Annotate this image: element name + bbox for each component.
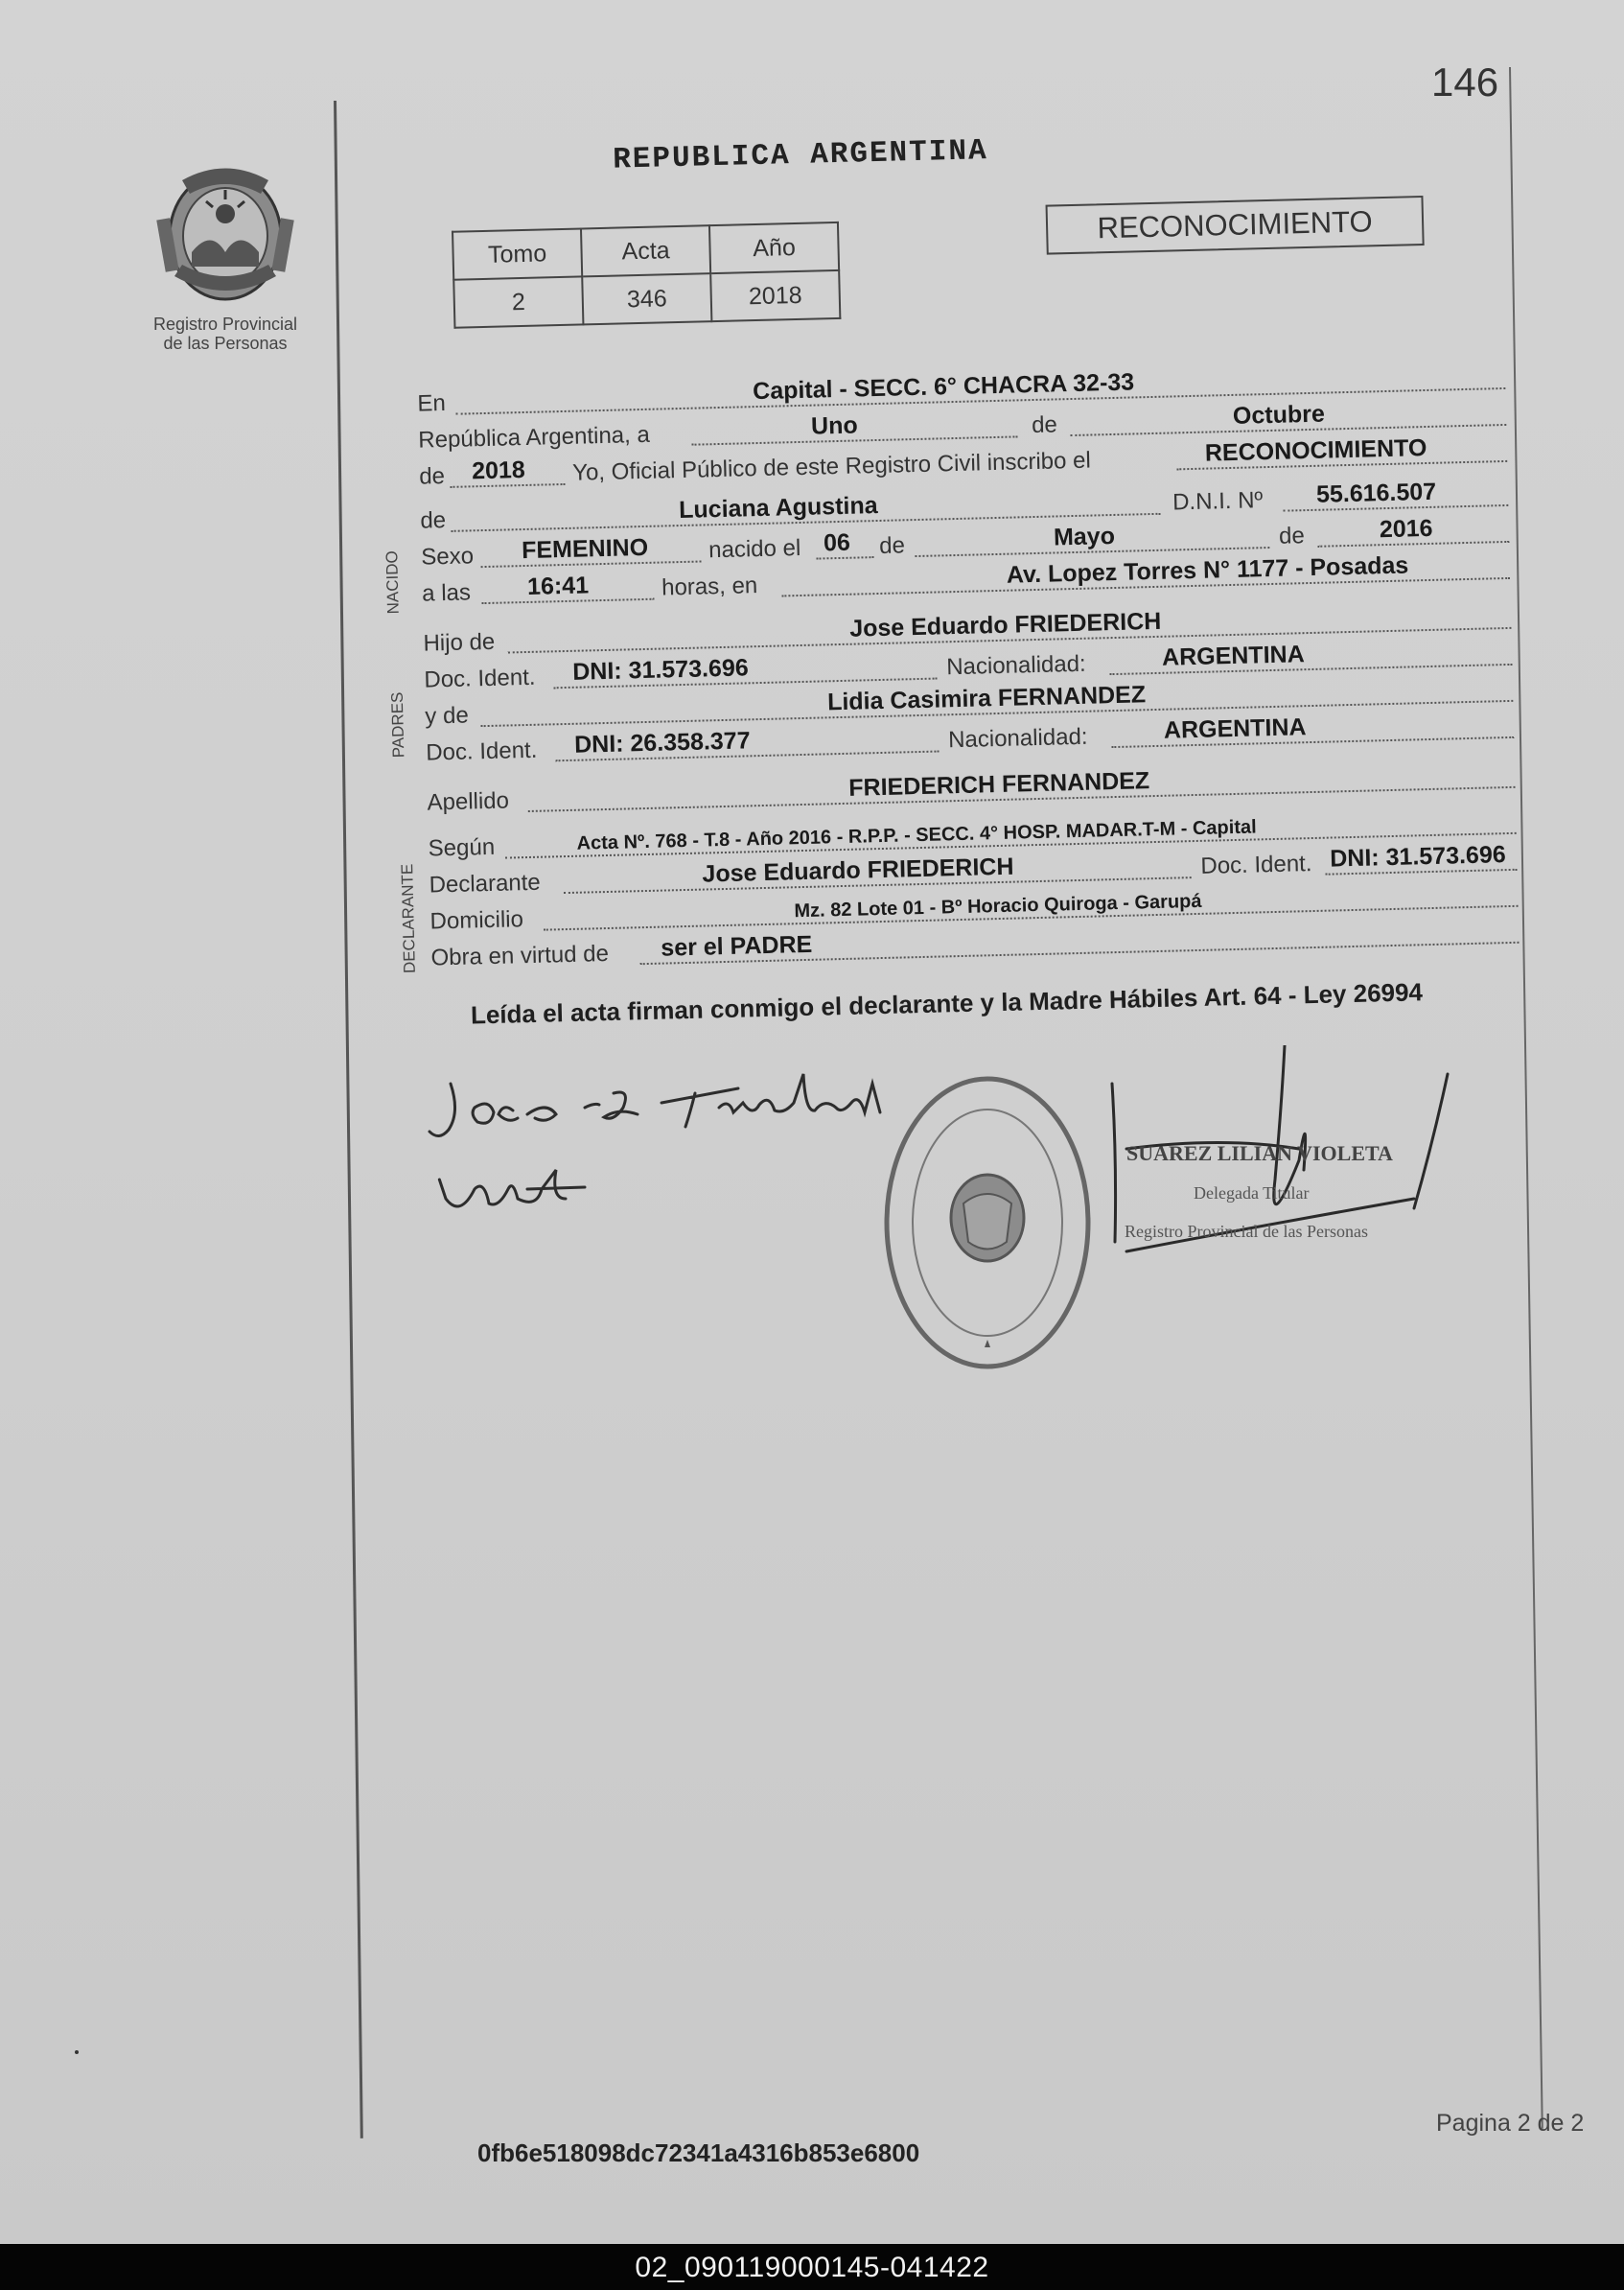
footer-strip bbox=[0, 2244, 1624, 2290]
section-label-padres: PADRES bbox=[387, 691, 408, 759]
label-sexo: Sexo bbox=[420, 543, 475, 571]
label-domicilio: Domicilio bbox=[429, 906, 524, 935]
document-hash: 0fb6e518098dc72341a4316b853e6800 bbox=[477, 2138, 920, 2167]
label-hijo-de: Hijo de bbox=[423, 628, 496, 657]
value-lugar: Capital - SECC. 6° CHACRA 32-33 bbox=[752, 368, 1135, 406]
svg-text:Delegada Titular: Delegada Titular bbox=[1194, 1183, 1310, 1203]
registry-value-row bbox=[453, 270, 840, 328]
label-en: En bbox=[417, 389, 447, 417]
label-segun: Según bbox=[428, 833, 496, 862]
registry-header-acta: Acta bbox=[581, 225, 710, 276]
label-de-nombre: de bbox=[420, 507, 447, 534]
registry-value-acta: 346 bbox=[582, 273, 711, 324]
registry-header-tomo: Tomo bbox=[452, 228, 582, 279]
value-segun: Acta Nº. 768 - T.8 - Año 2016 - R.P.P. - SECC. 4° HOSP. MADAR.T-M - Capital bbox=[576, 816, 1257, 854]
section-label-declarante: DECLARANTE bbox=[398, 863, 419, 974]
official-signature-icon bbox=[1107, 1045, 1462, 1295]
value-nac-dia: 06 bbox=[823, 528, 851, 557]
value-madre-nac: ARGENTINA bbox=[1163, 713, 1307, 744]
value-nac-anio: 2016 bbox=[1379, 514, 1433, 544]
label-doc-ident-1: Doc. Ident. bbox=[424, 664, 536, 693]
label-de-dia: de bbox=[878, 532, 906, 559]
value-madre: Lidia Casimira FERNANDEZ bbox=[826, 681, 1147, 716]
label-y-de: y de bbox=[425, 702, 470, 730]
value-padre-nac: ARGENTINA bbox=[1161, 641, 1306, 671]
logo-caption-line1: Registro Provincial bbox=[152, 315, 298, 334]
label-de-mes: de bbox=[1031, 411, 1058, 439]
document-type-box: RECONOCIMIENTO bbox=[1046, 196, 1425, 255]
label-a-las: a las bbox=[421, 579, 472, 607]
official-stamp-icon bbox=[877, 1060, 1098, 1376]
value-obra: ser el PADRE bbox=[661, 930, 813, 962]
svg-text:Registro Provincial de las Per: Registro Provincial de las Personas bbox=[1125, 1222, 1368, 1241]
value-domicilio: Mz. 82 Lote 01 - Bº Horacio Quiroga - Garupá bbox=[794, 890, 1202, 923]
value-anio: 2018 bbox=[471, 456, 526, 485]
value-madre-doc: DNI: 26.358.377 bbox=[573, 727, 751, 759]
pagination: Pagina 2 de 2 bbox=[1436, 2110, 1585, 2137]
registry-value-anio: 2018 bbox=[710, 270, 840, 321]
value-dni: 55.616.507 bbox=[1315, 478, 1437, 508]
scan-speck bbox=[75, 2050, 79, 2054]
label-obra: Obra en virtud de bbox=[430, 940, 610, 971]
footer-id: 02_090119000145-041422 bbox=[635, 2252, 989, 2283]
value-hora: 16:41 bbox=[526, 572, 590, 600]
value-apellido: FRIEDERICH FERNANDEZ bbox=[847, 767, 1150, 802]
value-lugar-nac: Av. Lopez Torres N° 1177 - Posadas bbox=[1006, 551, 1409, 589]
signature-declarante-icon bbox=[422, 1055, 920, 1227]
value-padre: Jose Eduardo FRIEDERICH bbox=[848, 607, 1162, 643]
label-nacido-el: nacido el bbox=[708, 534, 801, 564]
label-de-year: de bbox=[1278, 523, 1306, 549]
value-acto: RECONOCIMIENTO bbox=[1204, 433, 1427, 467]
page-number: 146 bbox=[1431, 59, 1499, 105]
registry-value-tomo: 2 bbox=[453, 276, 583, 327]
value-declarante: Jose Eduardo FRIEDERICH bbox=[702, 853, 1014, 888]
label-declarante: Declarante bbox=[429, 869, 542, 899]
value-mes: Octubre bbox=[1232, 400, 1326, 430]
label-horas-en: horas, en bbox=[661, 572, 758, 601]
value-nombre: Luciana Agustina bbox=[678, 491, 878, 525]
label-nacionalidad-1: Nacionalidad: bbox=[945, 650, 1087, 681]
logo-caption-line2: de las Personas bbox=[163, 334, 288, 353]
label-republica: República Argentina, a bbox=[418, 421, 651, 454]
value-dia: Uno bbox=[810, 411, 859, 440]
closing-statement: Leída el acta firman conmigo el declarante y la Madre Hábiles Art. 64 - Ley 26994 bbox=[470, 977, 1424, 1030]
label-doc-ident-2: Doc. Ident. bbox=[425, 736, 538, 766]
value-declarante-doc: DNI: 31.573.696 bbox=[1329, 841, 1507, 873]
value-sexo: FEMENINO bbox=[521, 533, 649, 565]
section-label-nacido: NACIDO bbox=[383, 550, 403, 615]
label-dni: D.N.I. Nº bbox=[1172, 487, 1264, 516]
label-de-anio: de bbox=[418, 463, 446, 490]
svg-text:SUAREZ LILIAN VIOLETA: SUAREZ LILIAN VIOLETA bbox=[1126, 1141, 1393, 1165]
label-nacionalidad-2: Nacionalidad: bbox=[947, 723, 1088, 754]
label-apellido: Apellido bbox=[427, 787, 510, 816]
document-title: REPUBLICA ARGENTINA bbox=[612, 134, 989, 177]
label-doc-ident-3: Doc. Ident. bbox=[1200, 851, 1312, 879]
registry-table bbox=[452, 222, 841, 329]
label-yo-oficial: Yo, Oficial Público de este Registro Civil inscribo el bbox=[571, 447, 1092, 486]
value-nac-mes: Mayo bbox=[1053, 522, 1116, 551]
value-padre-doc: DNI: 31.573.696 bbox=[571, 654, 750, 686]
registry-header-anio: Año bbox=[709, 222, 839, 273]
